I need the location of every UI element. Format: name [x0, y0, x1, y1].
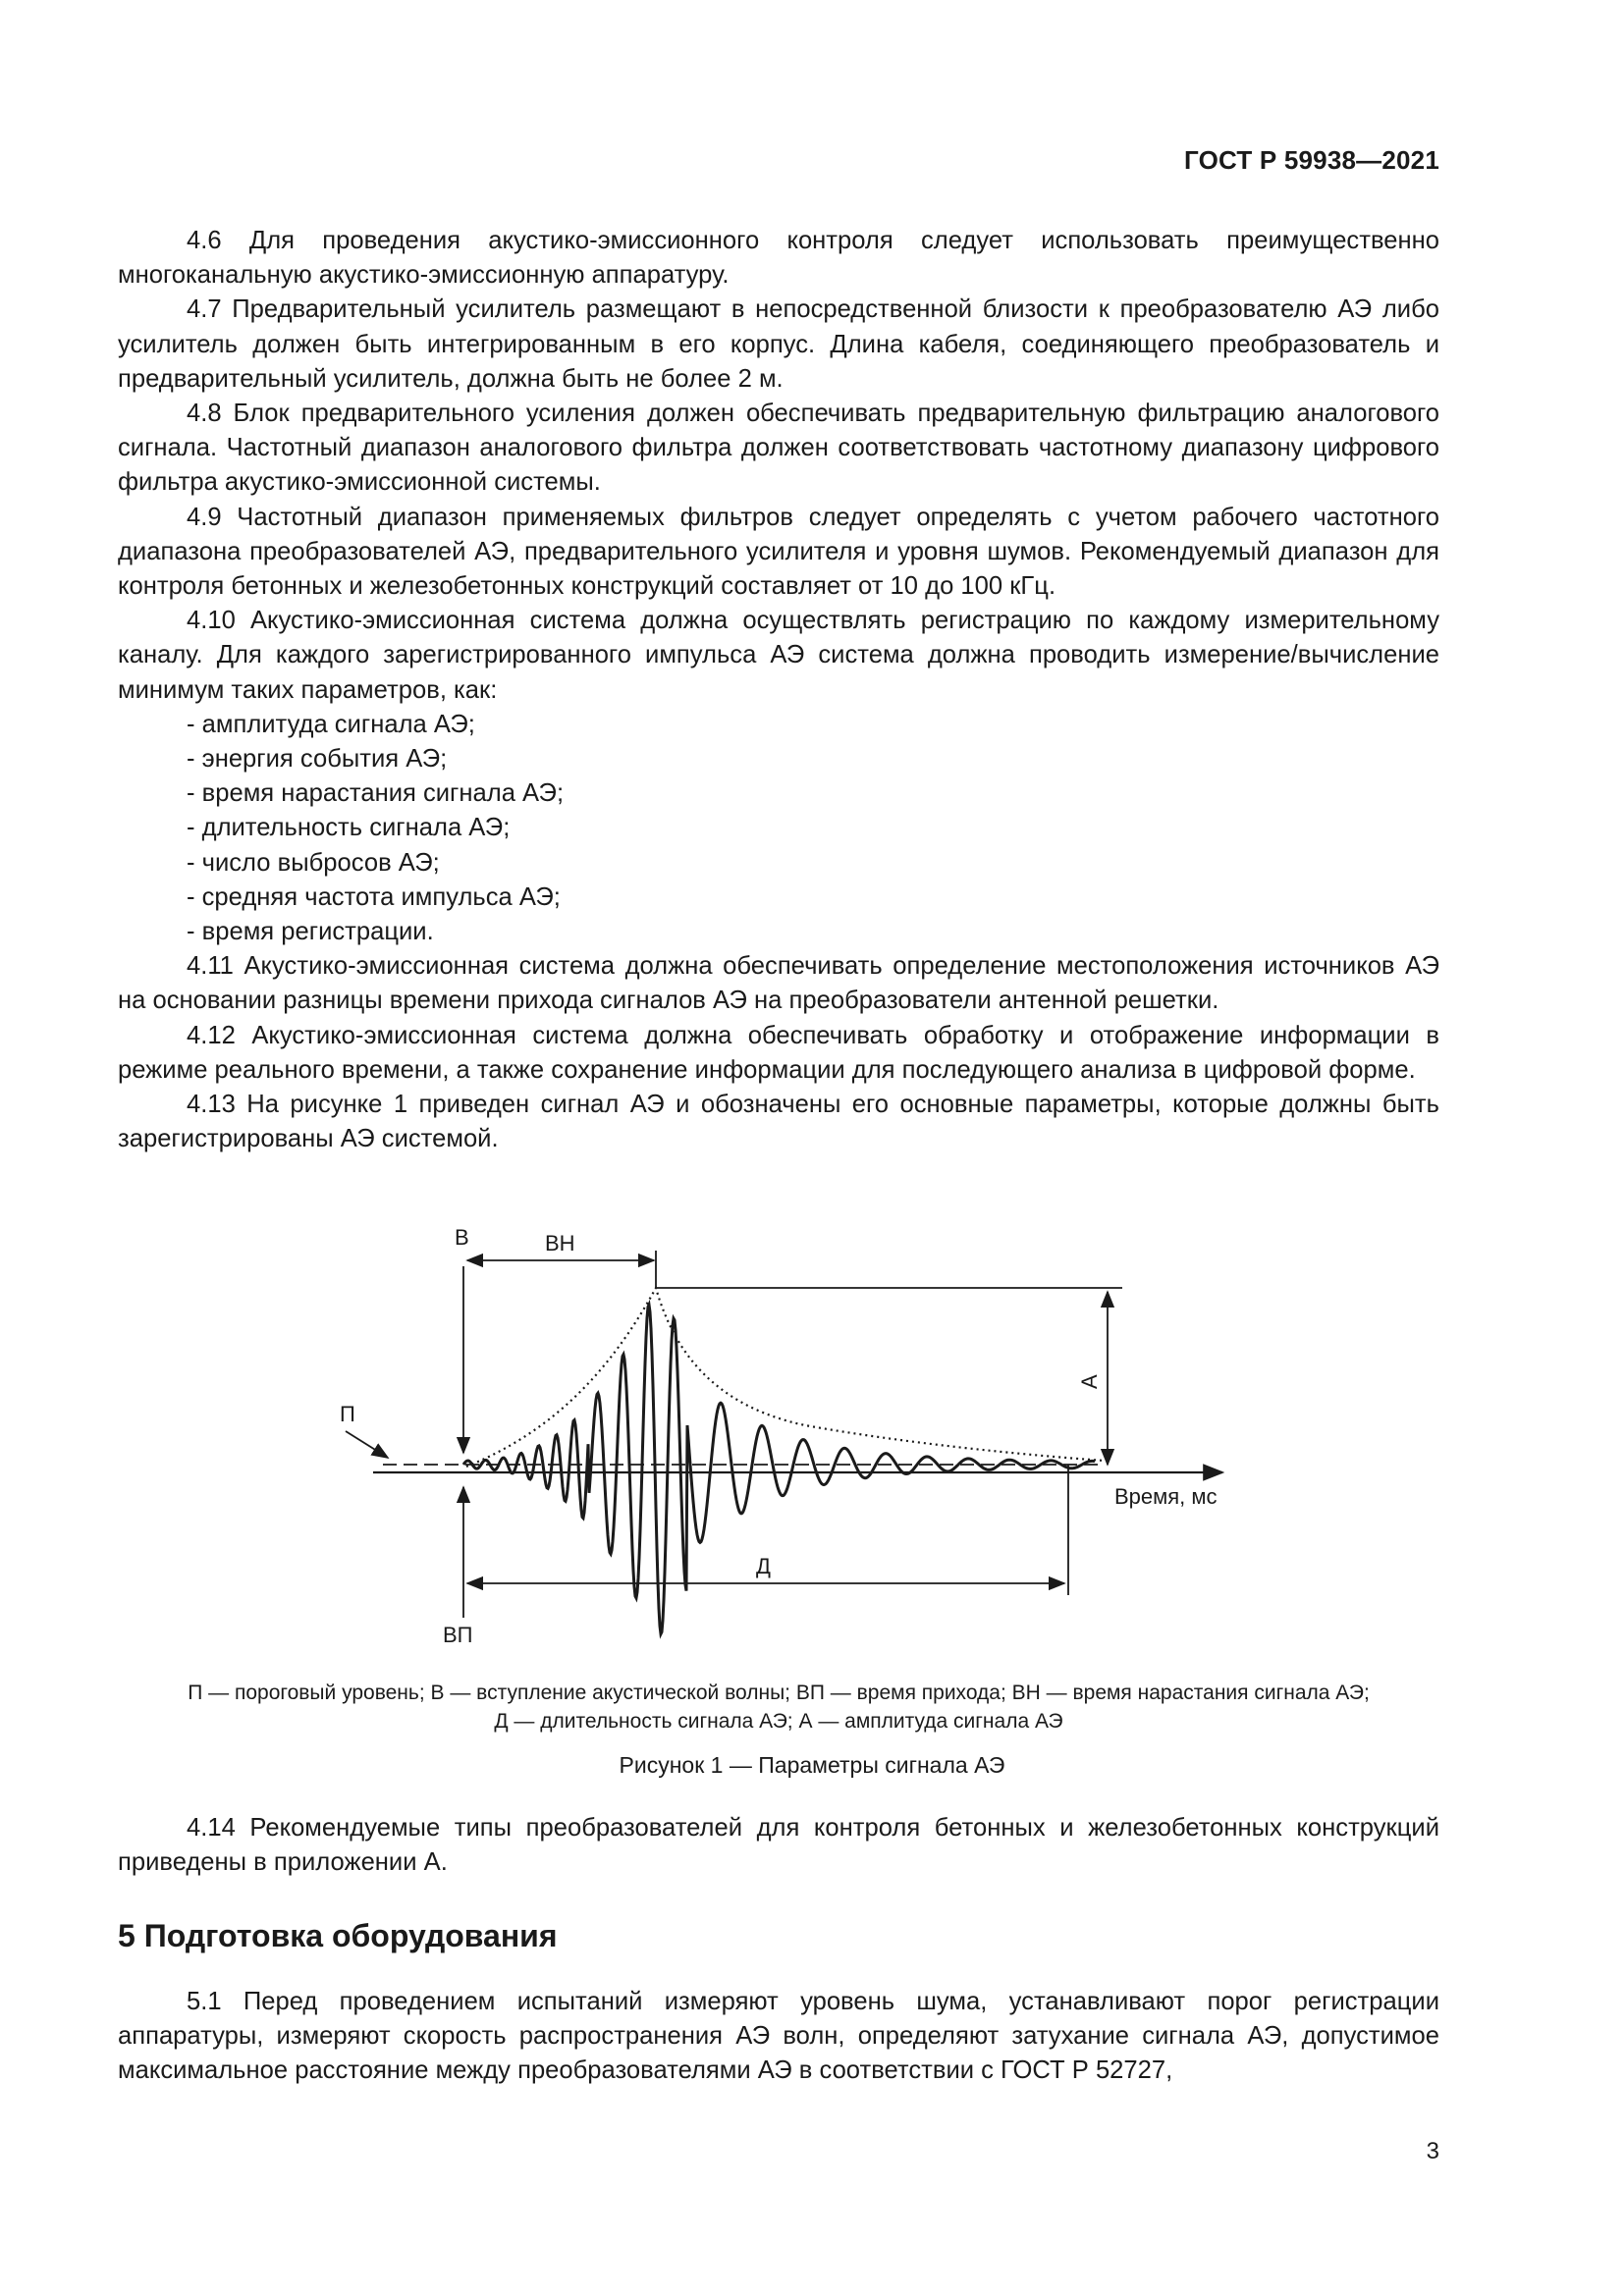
- list-item: - средняя частота импульса АЭ;: [187, 882, 561, 911]
- paragraph-4-14-block: [118, 1811, 1439, 1880]
- label-d: Д: [756, 1554, 771, 1578]
- label-time-axis: Время, мс: [1114, 1484, 1218, 1509]
- list-item: - длительность сигнала АЭ;: [187, 814, 511, 842]
- figure-legend-line: Д — длительность сигнала АЭ; А — амплитуда сигнала АЭ: [494, 1710, 1063, 1733]
- list-item: - энергия события АЭ;: [187, 745, 448, 774]
- paragraph-4-7: 4.7 Предварительный усилитель размещают в непосредственной близости к преобразователю АЭ либо усилитель должен быть интегрированным в его корпус. Длина кабеля, соединяющего преобразователь и предварительный усилитель, должна быть не более 2 м.: [118, 295, 1439, 393]
- label-v: В: [455, 1225, 469, 1250]
- figure-caption: Рисунок 1 — Параметры сигнала АЭ: [619, 1752, 1005, 1778]
- threshold-pointer: [346, 1431, 388, 1458]
- section-5-title: 5 Подготовка оборудования: [118, 1918, 558, 1953]
- ae-signal-figure: [0, 1207, 1624, 1649]
- figure-legend-line: П — пороговый уровень; В — вступление акустической волны; ВП — время прихода; ВН — время нарастания сигнала АЭ;: [188, 1682, 1370, 1704]
- parameter-list: [118, 708, 1439, 949]
- paragraph-4-12: 4.12 Акустико-эмиссионная система должна обеспечивать обработку и отображение информации в режиме реального времени, а также сохранение информации для последующего анализа в цифровой форме.: [118, 1021, 1439, 1084]
- list-item: - амплитуда сигнала АЭ;: [187, 710, 475, 738]
- paragraph-4-10: 4.10 Акустико-эмиссионная система должна осуществлять регистрацию по каждому измерительному каналу. Для каждого зарегистрированного импульса АЭ система должна проводить измерение/вычисление минимум таких параметров, как:: [118, 607, 1439, 704]
- paragraph-4-11: 4.11 Акустико-эмиссионная система должна обеспечивать определение местоположения источников АЭ на основании разницы времени прихода сигналов АЭ на преобразователи антенной решетки.: [118, 952, 1439, 1015]
- list-item: - время регистрации.: [187, 918, 434, 946]
- label-p: П: [340, 1402, 355, 1426]
- label-a: А: [1077, 1374, 1102, 1389]
- paragraph-4-9: 4.9 Частотный диапазон применяемых фильтров следует определять с учетом рабочего частотного диапазона преобразователей АЭ, предварительного усилителя и уровня шумов. Рекомендуемый диапазон для контроля бетонных и железобетонных конструкций составляет от 10 до 100 кГц.: [118, 503, 1439, 601]
- section-5-text: [118, 1985, 1439, 2089]
- figure-legend: [118, 1679, 1439, 1735]
- paragraph-4-6: 4.6 Для проведения акустико-эмиссионного контроля следует использовать преимущественно многоканальную акустико-эмиссионную аппаратуру.: [118, 227, 1439, 290]
- list-item: - число выбросов АЭ;: [187, 848, 440, 877]
- signal-envelope: [466, 1288, 1105, 1467]
- page-number: 3: [1426, 2138, 1439, 2164]
- paragraph-4-13: 4.13 На рисунке 1 приведен сигнал АЭ и обозначены его основные параметры, которые должны быть зарегистрированы АЭ системой.: [118, 1091, 1439, 1153]
- paragraph-4-8: 4.8 Блок предварительного усиления должен обеспечивать предварительную фильтрацию аналогового сигнала. Частотный диапазон аналогового фильтра должен соответствовать частотному диапазону цифрового фильтра акустико-эмиссионной системы.: [118, 400, 1439, 497]
- paragraph-5-1: 5.1 Перед проведением испытаний измеряют уровень шума, устанавливают порог регистрации аппаратуры, измеряют скорость распространения АЭ волн, определяют затухание сигнала АЭ, допустимое максимальное расстояние между преобразователями АЭ в соответствии с ГОСТ Р 52727,: [118, 1988, 1439, 2085]
- ae-waveform: [463, 1305, 1095, 1634]
- list-item: - время нарастания сигнала АЭ;: [187, 779, 565, 808]
- label-vp: ВП: [443, 1623, 473, 1647]
- label-vn: ВН: [545, 1231, 575, 1255]
- paragraph-4-14: 4.14 Рекомендуемые типы преобразователей для контроля бетонных и железобетонных конструкций приведены в приложении А.: [118, 1814, 1439, 1877]
- ae-signal-diagram: [0, 1207, 1624, 1649]
- main-text-block: [118, 224, 1439, 1156]
- document-code-header: ГОСТ Р 59938—2021: [1184, 145, 1439, 175]
